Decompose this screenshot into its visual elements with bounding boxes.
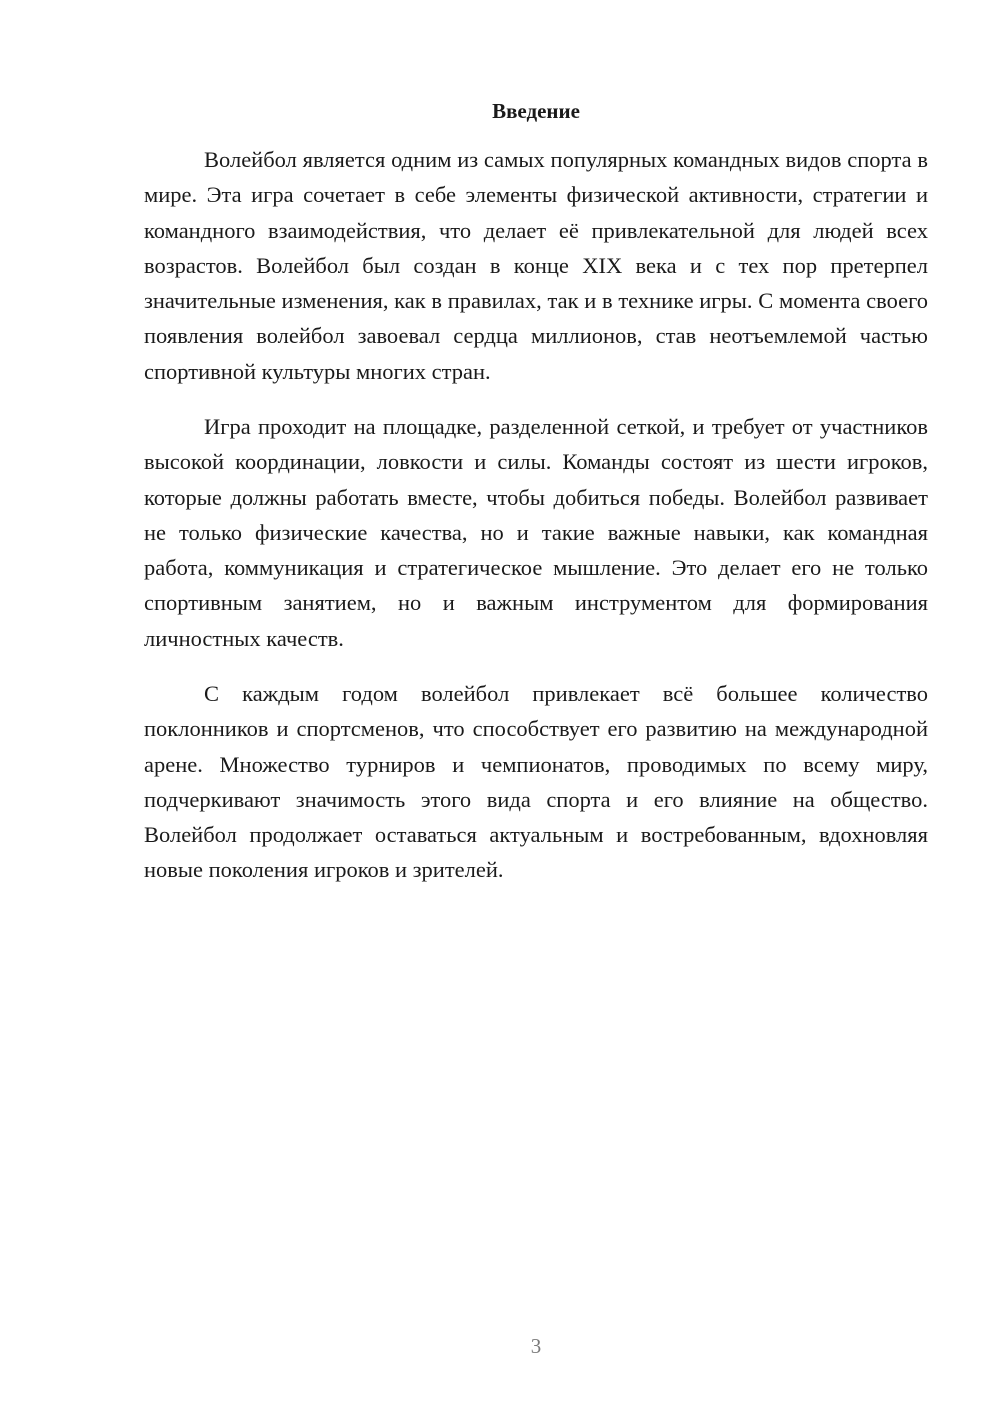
page-number: 3 xyxy=(530,1334,542,1358)
paragraph-2: Игра проходит на площадке, разделенной сеткой, и требует от участников высокой координации, ловкости и силы. Команды состоят из шести игроков, которые должны работать вместе, чтобы добиться победы. Волейбол развивает не только физические качества, но и такие важные навыки, как командная работа, коммуникация и стратегическое мышление. Это делает его не только спортивным занятием, но и важным инструментом для формирования личностных качеств. xyxy=(144,414,928,651)
section-title: Введение xyxy=(492,99,580,123)
paragraph-3: С каждым годом волейбол привлекает всё большее количество поклонников и спортсменов, что способствует его развитию на международной арене. Множество турниров и чемпионатов, проводимых по всему миру, подчеркивают значимость этого вида спорта и его влияние на общество. Волейбол продолжает оставаться актуальным и востребованным, вдохновляя новые поколения игроков и зрителей. xyxy=(144,681,928,883)
paragraph-1: Волейбол является одним из самых популярных командных видов спорта в мире. Эта игра сочетает в себе элементы физической активности, стратегии и командного взаимодействия, что делает её привлекательной для людей всех возрастов. Волейбол был создан в конце XIX века и с тех пор претерпел значительные изменения, как в правилах, так и в технике игры. С момента своего появления волейбол завоевал сердца миллионов, став неотъемлемой частью спортивной культуры многих стран. xyxy=(144,147,928,384)
